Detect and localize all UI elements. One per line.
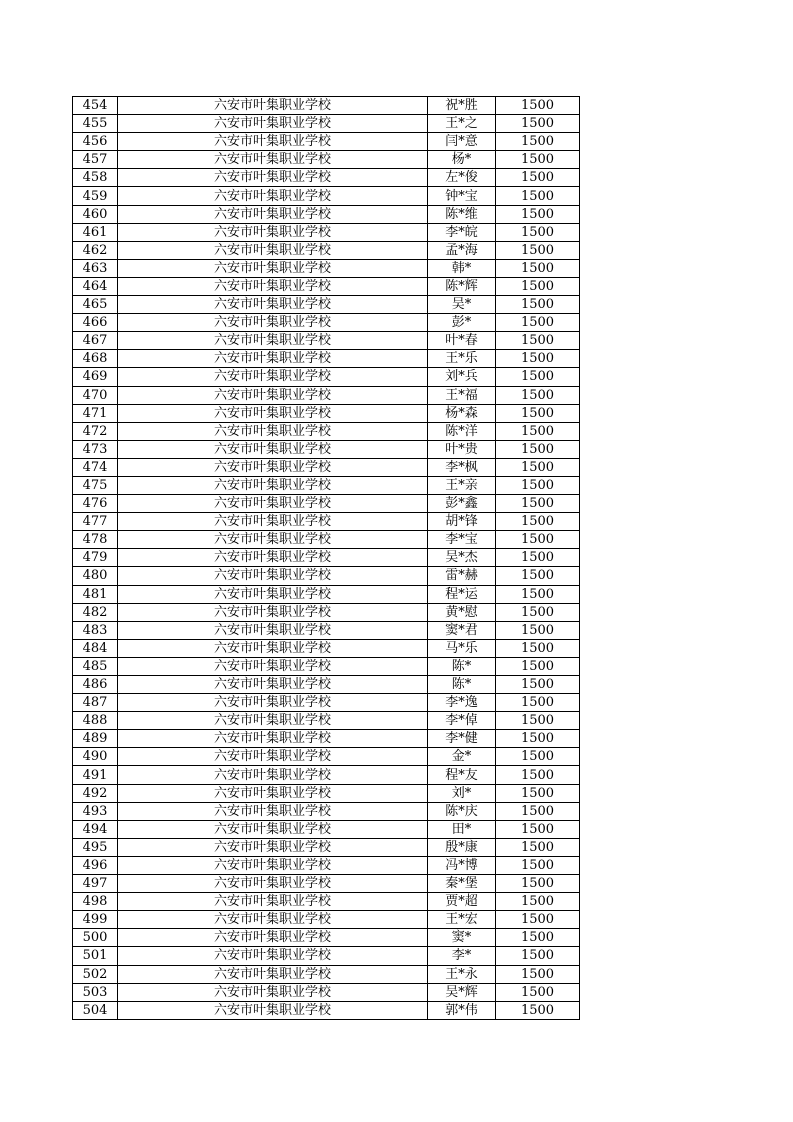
student-name-cell: 刘*兵 (428, 368, 496, 386)
amount-cell: 1500 (496, 585, 580, 603)
table-row (73, 1001, 580, 1019)
student-name-cell: 马*乐 (428, 639, 496, 657)
table-row (73, 296, 580, 314)
row-number-cell: 472 (73, 422, 118, 440)
row-number-cell: 474 (73, 458, 118, 476)
table-row (73, 929, 580, 947)
student-name-cell: 雷*赫 (428, 567, 496, 585)
subsidy-table (72, 96, 580, 1020)
school-cell: 六安市叶集职业学校 (118, 712, 428, 730)
table-row (73, 893, 580, 911)
school-cell: 六安市叶集职业学校 (118, 694, 428, 712)
amount-cell: 1500 (496, 676, 580, 694)
amount-cell: 1500 (496, 241, 580, 259)
table-row (73, 404, 580, 422)
school-cell: 六安市叶集职业学校 (118, 585, 428, 603)
table-row (73, 603, 580, 621)
student-name-cell: 孟*海 (428, 241, 496, 259)
student-name-cell: 李*倬 (428, 712, 496, 730)
table-row (73, 259, 580, 277)
student-name-cell: 陈*维 (428, 205, 496, 223)
table-row (73, 169, 580, 187)
student-name-cell: 闫*意 (428, 133, 496, 151)
table-row (73, 694, 580, 712)
amount-cell: 1500 (496, 712, 580, 730)
amount-cell: 1500 (496, 277, 580, 295)
school-cell: 六安市叶集职业学校 (118, 151, 428, 169)
amount-cell: 1500 (496, 458, 580, 476)
student-name-cell: 窦*君 (428, 621, 496, 639)
amount-cell: 1500 (496, 929, 580, 947)
table-row (73, 223, 580, 241)
row-number-cell: 465 (73, 296, 118, 314)
row-number-cell: 496 (73, 856, 118, 874)
school-cell: 六安市叶集职业学校 (118, 115, 428, 133)
amount-cell: 1500 (496, 567, 580, 585)
row-number-cell: 481 (73, 585, 118, 603)
student-name-cell: 陈*庆 (428, 802, 496, 820)
amount-cell: 1500 (496, 983, 580, 1001)
table-row (73, 983, 580, 1001)
row-number-cell: 490 (73, 748, 118, 766)
school-cell: 六安市叶集职业学校 (118, 386, 428, 404)
row-number-cell: 479 (73, 549, 118, 567)
row-number-cell: 466 (73, 314, 118, 332)
amount-cell: 1500 (496, 730, 580, 748)
student-name-cell: 吴*辉 (428, 983, 496, 1001)
school-cell: 六安市叶集职业学校 (118, 983, 428, 1001)
student-name-cell: 李*枫 (428, 458, 496, 476)
row-number-cell: 467 (73, 332, 118, 350)
amount-cell: 1500 (496, 639, 580, 657)
table-row (73, 531, 580, 549)
student-name-cell: 窦* (428, 929, 496, 947)
school-cell: 六安市叶集职业学校 (118, 440, 428, 458)
row-number-cell: 478 (73, 531, 118, 549)
row-number-cell: 483 (73, 621, 118, 639)
row-number-cell: 461 (73, 223, 118, 241)
student-name-cell: 殷*康 (428, 838, 496, 856)
row-number-cell: 469 (73, 368, 118, 386)
row-number-cell: 485 (73, 657, 118, 675)
amount-cell: 1500 (496, 531, 580, 549)
school-cell: 六安市叶集职业学校 (118, 766, 428, 784)
table-row (73, 495, 580, 513)
student-name-cell: 刘* (428, 784, 496, 802)
row-number-cell: 503 (73, 983, 118, 1001)
row-number-cell: 468 (73, 350, 118, 368)
school-cell: 六安市叶集职业学校 (118, 458, 428, 476)
student-name-cell: 陈* (428, 676, 496, 694)
table-row (73, 712, 580, 730)
school-cell: 六安市叶集职业学校 (118, 838, 428, 856)
row-number-cell: 495 (73, 838, 118, 856)
school-cell: 六安市叶集职业学校 (118, 1001, 428, 1019)
row-number-cell: 463 (73, 259, 118, 277)
school-cell: 六安市叶集职业学校 (118, 730, 428, 748)
row-number-cell: 457 (73, 151, 118, 169)
table-row (73, 187, 580, 205)
table-row (73, 277, 580, 295)
school-cell: 六安市叶集职业学校 (118, 205, 428, 223)
school-cell: 六安市叶集职业学校 (118, 748, 428, 766)
row-number-cell: 470 (73, 386, 118, 404)
student-name-cell: 黄*慰 (428, 603, 496, 621)
row-number-cell: 486 (73, 676, 118, 694)
student-name-cell: 王*亲 (428, 476, 496, 494)
school-cell: 六安市叶集职业学校 (118, 639, 428, 657)
school-cell: 六安市叶集职业学校 (118, 277, 428, 295)
row-number-cell: 502 (73, 965, 118, 983)
table-row (73, 766, 580, 784)
amount-cell: 1500 (496, 1001, 580, 1019)
student-name-cell: 祝*胜 (428, 97, 496, 115)
student-name-cell: 杨* (428, 151, 496, 169)
student-name-cell: 陈*辉 (428, 277, 496, 295)
amount-cell: 1500 (496, 748, 580, 766)
table-row (73, 676, 580, 694)
table-row (73, 115, 580, 133)
row-number-cell: 482 (73, 603, 118, 621)
table-row (73, 730, 580, 748)
table-row (73, 802, 580, 820)
row-number-cell: 484 (73, 639, 118, 657)
school-cell: 六安市叶集职业学校 (118, 97, 428, 115)
school-cell: 六安市叶集职业学校 (118, 296, 428, 314)
amount-cell: 1500 (496, 802, 580, 820)
school-cell: 六安市叶集职业学校 (118, 965, 428, 983)
school-cell: 六安市叶集职业学校 (118, 621, 428, 639)
school-cell: 六安市叶集职业学校 (118, 187, 428, 205)
row-number-cell: 487 (73, 694, 118, 712)
school-cell: 六安市叶集职业学校 (118, 495, 428, 513)
school-cell: 六安市叶集职业学校 (118, 784, 428, 802)
table-row (73, 875, 580, 893)
table-row (73, 151, 580, 169)
school-cell: 六安市叶集职业学校 (118, 567, 428, 585)
student-name-cell: 程*友 (428, 766, 496, 784)
row-number-cell: 475 (73, 476, 118, 494)
amount-cell: 1500 (496, 911, 580, 929)
amount-cell: 1500 (496, 115, 580, 133)
table-row (73, 585, 580, 603)
row-number-cell: 504 (73, 1001, 118, 1019)
amount-cell: 1500 (496, 440, 580, 458)
row-number-cell: 498 (73, 893, 118, 911)
student-name-cell: 陈* (428, 657, 496, 675)
table-row (73, 440, 580, 458)
student-name-cell: 彭* (428, 314, 496, 332)
table-row (73, 639, 580, 657)
student-name-cell: 程*运 (428, 585, 496, 603)
student-name-cell: 王*宏 (428, 911, 496, 929)
table-row (73, 386, 580, 404)
student-name-cell: 叶*春 (428, 332, 496, 350)
table-row (73, 911, 580, 929)
student-name-cell: 韩* (428, 259, 496, 277)
table-row (73, 133, 580, 151)
school-cell: 六安市叶集职业学校 (118, 259, 428, 277)
amount-cell: 1500 (496, 621, 580, 639)
table-row (73, 97, 580, 115)
student-name-cell: 冯*博 (428, 856, 496, 874)
amount-cell: 1500 (496, 893, 580, 911)
student-name-cell: 李*逸 (428, 694, 496, 712)
row-number-cell: 455 (73, 115, 118, 133)
amount-cell: 1500 (496, 133, 580, 151)
table-row (73, 621, 580, 639)
school-cell: 六安市叶集职业学校 (118, 241, 428, 259)
row-number-cell: 501 (73, 947, 118, 965)
school-cell: 六安市叶集职业学校 (118, 422, 428, 440)
student-name-cell: 左*俊 (428, 169, 496, 187)
table-row (73, 748, 580, 766)
amount-cell: 1500 (496, 657, 580, 675)
school-cell: 六安市叶集职业学校 (118, 531, 428, 549)
amount-cell: 1500 (496, 603, 580, 621)
amount-cell: 1500 (496, 386, 580, 404)
amount-cell: 1500 (496, 223, 580, 241)
row-number-cell: 476 (73, 495, 118, 513)
school-cell: 六安市叶集职业学校 (118, 947, 428, 965)
table-row (73, 947, 580, 965)
table-row (73, 549, 580, 567)
row-number-cell: 500 (73, 929, 118, 947)
amount-cell: 1500 (496, 766, 580, 784)
school-cell: 六安市叶集职业学校 (118, 893, 428, 911)
amount-cell: 1500 (496, 875, 580, 893)
table-row (73, 856, 580, 874)
row-number-cell: 488 (73, 712, 118, 730)
amount-cell: 1500 (496, 187, 580, 205)
student-name-cell: 王*永 (428, 965, 496, 983)
table-row (73, 241, 580, 259)
row-number-cell: 459 (73, 187, 118, 205)
student-name-cell: 王*乐 (428, 350, 496, 368)
row-number-cell: 492 (73, 784, 118, 802)
row-number-cell: 473 (73, 440, 118, 458)
student-name-cell: 秦*堡 (428, 875, 496, 893)
row-number-cell: 497 (73, 875, 118, 893)
school-cell: 六安市叶集职业学校 (118, 856, 428, 874)
amount-cell: 1500 (496, 404, 580, 422)
school-cell: 六安市叶集职业学校 (118, 676, 428, 694)
student-name-cell: 胡*锋 (428, 513, 496, 531)
school-cell: 六安市叶集职业学校 (118, 368, 428, 386)
amount-cell: 1500 (496, 205, 580, 223)
row-number-cell: 491 (73, 766, 118, 784)
student-name-cell: 钟*宝 (428, 187, 496, 205)
school-cell: 六安市叶集职业学校 (118, 513, 428, 531)
amount-cell: 1500 (496, 838, 580, 856)
row-number-cell: 493 (73, 802, 118, 820)
table-row (73, 422, 580, 440)
row-number-cell: 499 (73, 911, 118, 929)
row-number-cell: 494 (73, 820, 118, 838)
table-row (73, 314, 580, 332)
row-number-cell: 462 (73, 241, 118, 259)
row-number-cell: 454 (73, 97, 118, 115)
row-number-cell: 458 (73, 169, 118, 187)
student-name-cell: 李*健 (428, 730, 496, 748)
table-row (73, 567, 580, 585)
school-cell: 六安市叶集职业学校 (118, 332, 428, 350)
table-row (73, 820, 580, 838)
school-cell: 六安市叶集职业学校 (118, 603, 428, 621)
school-cell: 六安市叶集职业学校 (118, 133, 428, 151)
student-name-cell: 李* (428, 947, 496, 965)
student-name-cell: 田* (428, 820, 496, 838)
school-cell: 六安市叶集职业学校 (118, 820, 428, 838)
amount-cell: 1500 (496, 784, 580, 802)
row-number-cell: 456 (73, 133, 118, 151)
school-cell: 六安市叶集职业学校 (118, 404, 428, 422)
school-cell: 六安市叶集职业学校 (118, 223, 428, 241)
amount-cell: 1500 (496, 97, 580, 115)
school-cell: 六安市叶集职业学校 (118, 911, 428, 929)
school-cell: 六安市叶集职业学校 (118, 549, 428, 567)
amount-cell: 1500 (496, 495, 580, 513)
table-row (73, 350, 580, 368)
student-name-cell: 金* (428, 748, 496, 766)
row-number-cell: 480 (73, 567, 118, 585)
row-number-cell: 471 (73, 404, 118, 422)
amount-cell: 1500 (496, 350, 580, 368)
row-number-cell: 477 (73, 513, 118, 531)
student-name-cell: 李*宝 (428, 531, 496, 549)
amount-cell: 1500 (496, 314, 580, 332)
amount-cell: 1500 (496, 513, 580, 531)
amount-cell: 1500 (496, 169, 580, 187)
school-cell: 六安市叶集职业学校 (118, 350, 428, 368)
school-cell: 六安市叶集职业学校 (118, 875, 428, 893)
amount-cell: 1500 (496, 259, 580, 277)
table-row (73, 657, 580, 675)
amount-cell: 1500 (496, 332, 580, 350)
school-cell: 六安市叶集职业学校 (118, 476, 428, 494)
student-name-cell: 李*皖 (428, 223, 496, 241)
school-cell: 六安市叶集职业学校 (118, 657, 428, 675)
table-row (73, 458, 580, 476)
school-cell: 六安市叶集职业学校 (118, 802, 428, 820)
table-body (73, 97, 580, 1020)
school-cell: 六安市叶集职业学校 (118, 929, 428, 947)
student-name-cell: 叶*贵 (428, 440, 496, 458)
school-cell: 六安市叶集职业学校 (118, 169, 428, 187)
student-name-cell: 陈*洋 (428, 422, 496, 440)
row-number-cell: 460 (73, 205, 118, 223)
row-number-cell: 464 (73, 277, 118, 295)
student-name-cell: 郭*伟 (428, 1001, 496, 1019)
student-name-cell: 吴* (428, 296, 496, 314)
table-row (73, 368, 580, 386)
amount-cell: 1500 (496, 476, 580, 494)
table-row (73, 513, 580, 531)
amount-cell: 1500 (496, 296, 580, 314)
student-name-cell: 贾*超 (428, 893, 496, 911)
table-row (73, 332, 580, 350)
amount-cell: 1500 (496, 820, 580, 838)
amount-cell: 1500 (496, 856, 580, 874)
student-name-cell: 杨*森 (428, 404, 496, 422)
amount-cell: 1500 (496, 549, 580, 567)
student-name-cell: 吴*杰 (428, 549, 496, 567)
table-row (73, 965, 580, 983)
amount-cell: 1500 (496, 947, 580, 965)
table-row (73, 784, 580, 802)
row-number-cell: 489 (73, 730, 118, 748)
student-name-cell: 彭*鑫 (428, 495, 496, 513)
table-row (73, 838, 580, 856)
amount-cell: 1500 (496, 965, 580, 983)
table-row (73, 205, 580, 223)
amount-cell: 1500 (496, 422, 580, 440)
school-cell: 六安市叶集职业学校 (118, 314, 428, 332)
student-name-cell: 王*之 (428, 115, 496, 133)
amount-cell: 1500 (496, 151, 580, 169)
table-row (73, 476, 580, 494)
amount-cell: 1500 (496, 368, 580, 386)
student-name-cell: 王*福 (428, 386, 496, 404)
amount-cell: 1500 (496, 694, 580, 712)
